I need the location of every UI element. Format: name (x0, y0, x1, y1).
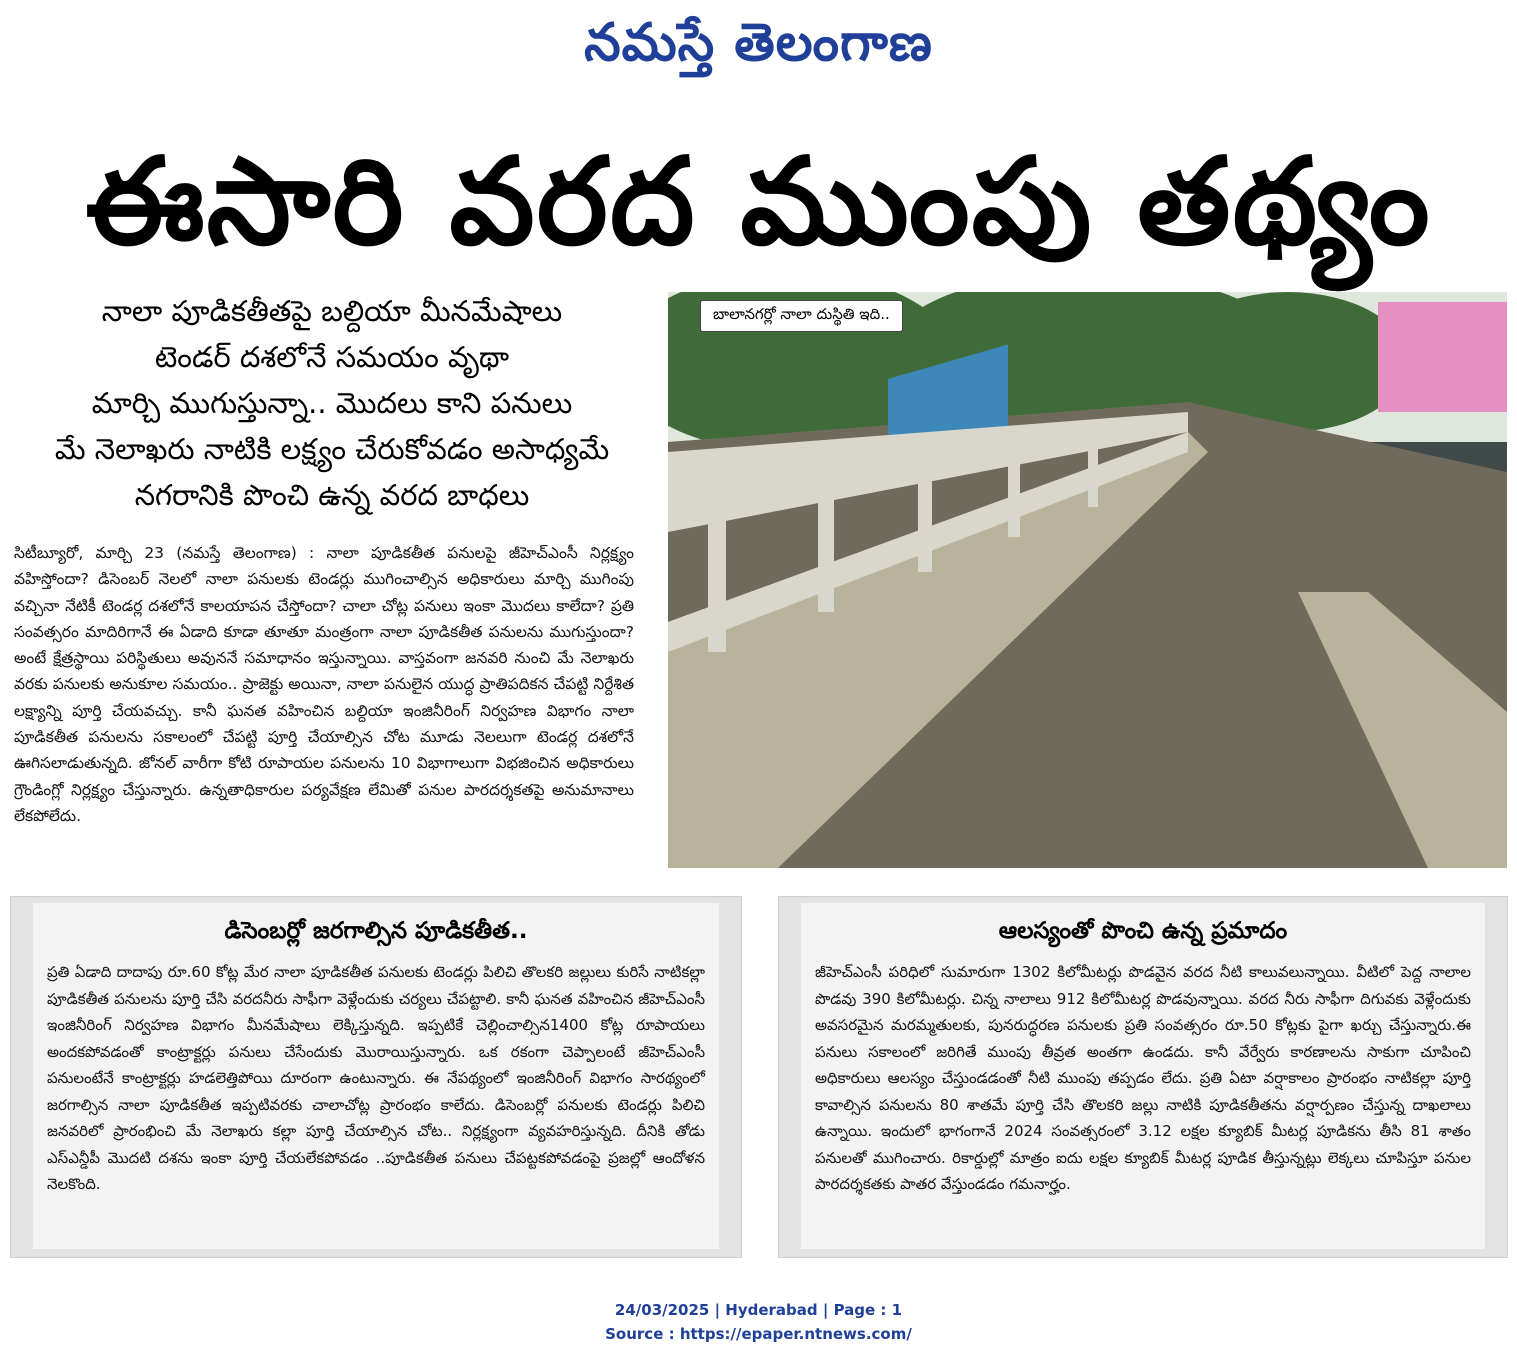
photo-railing-post-3 (918, 462, 932, 572)
sidebar-box-right (778, 896, 1508, 1258)
subheadline-deck (8, 288, 656, 518)
deck-line-4: మే నెలాఖరు నాటికి లక్ష్యం చేరుకోవడం అసాధ్యమే (54, 432, 610, 466)
sidebar-box-right-inner (801, 903, 1485, 1249)
sidebar-right-text: జీహెచ్ఎంసీ పరిధిలో సుమారుగా 1302 కిలోమీటర్లు పొడవైన వరద నీటి కాలువలున్నాయి. వీటిలో పెద్ద నాలాల పొడవు 390 కిలోమీటర్లు. చిన్న నాలాలు 912 కిలోమీటర్ల పొడవున్నాయి. వరద నీరు సాఫీగా దిగువకు వెళ్లేందుకు అవసరమైన మరమ్మతులకు, పునరుద్ధరణ పనులకు ప్రతి సంవత్సరం రూ.50 కోట్లకు పైగా ఖర్చు చేస్తున్నారు.ఈ పనులు సకాలంలో జరిగితే ముంపు తీవ్రత అంతగా ఉండదు. కానీ వేర్వేరు కారణాలను సాకుగా చూపించి అధికారులు ఆలస్యం చేస్తుండడంతో నీటి ముంపు తప్పడం లేదు. ప్రతి ఏటా వర్షాకాలం ప్రారంభం నాటికల్లా పూర్తి కావాల్సిన పనులను 80 శాతమే పూర్తి చేసి తొలకరి జల్లు నాటికి పూడికతీతను వర్షార్పణం చేస్తున్న దాఖలాలు ఉన్నాయి. ఇందులో భాగంగానే 2024 సంవత్సరంలో 3.12 లక్షల క్యూబిక్ మీటర్ల పూడికను తీసి 81 శాతం పనులతో ముగించారు. రికార్డుల్లో మాత్రం ఐదు లక్షల క్యూబిక్ మీటర్ల పూడిక తీస్తున్నట్లు లెక్కలు చూపిస్తూ పనుల పారదర్శకతకు పాతర వేస్తుండడం గమనార్హం. (815, 963, 1471, 1193)
newspaper-masthead: నమస్తే తెలంగాణ (584, 12, 933, 73)
sidebar-left-text: ప్రతి ఏడాది దాదాపు రూ.60 కోట్ల మేర నాలా పూడికతీత పనులకు టెండర్లు పిలిచి తొలకరి జల్లులు కురిసే నాటికల్లా పూడికతీత పనులను పూర్తి చేసి వరదనీరు సాఫీగా వెళ్లేందుకు చర్యలు చేపట్టాలి. కానీ ఘనత వహించిన జీహెచ్ఎంసీ ఇంజినీరింగ్ నిర్వహణ విభాగం మీనమేషాలు లెక్కిస్తున్నది. ఇప్పటికే చెల్లించాల్సిన1400 కోట్ల రూపాయలు అందకపోవడంతో కాంట్రాక్టర్లు పనులు చేసేందుకు మొరాయిస్తున్నారు. ఒక రకంగా చెప్పాలంటే జీహెచ్ఎంసీ పనులంటేనే కాంట్రాక్టర్లు హడలెత్తిపోయి దూరంగా ఉంటున్నారు. ఈ నేపథ్యంలో ఇంజినీరింగ్ విభాగం సారథ్యంలో జరగాల్సిన నాలా పూడికతీత ఇప్పటివరకు చాలాచోట్ల ప్రారంభం కాలేదు. డిసెంబర్లో పనులకు టెండర్లు పిలిచి జనవరిలో ప్రారంభించి మే నెలాఖరు కల్లా పూర్తి చేయాల్సిన చోట.. నిర్లక్ష్యంగా వ్యవహరిస్తున్నది. దీనికి తోడు ఎస్ఎన్డీపీ మొదటి దశను ఇంకా పూర్తి చేయలేకపోవడం ..పూడికతీత పనులు చేపట్టకపోవడంపై ప్రజల్లో ఆందోళన నెలకొంది. (47, 963, 705, 1193)
deck-line-1: నాలా పూడికతీతపై బల్దియా మీనమేషాలు (101, 294, 563, 328)
sidebar-box-left-inner (33, 903, 719, 1249)
footer-date-line: 24/03/2025 | Hyderabad | Page : 1 (614, 1301, 903, 1319)
page-footer (0, 1298, 1517, 1346)
main-headline: ఈసారి వరద ముంపు తథ్యం (85, 133, 1432, 272)
news-photo (668, 292, 1507, 868)
deck-line-5: నగరానికి పొంచి ఉన్న వరద బాధలు (134, 478, 530, 512)
sidebar-left-title: డిసెంబర్లో జరగాల్సిన పూడికతీత.. (224, 918, 528, 944)
footer-source-line: Source : https://epaper.ntnews.com/ (605, 1325, 912, 1343)
photo-caption: బాలానగర్లో నాలా దుస్థితి ఇది.. (700, 300, 903, 332)
article-body: సిటీబ్యూరో, మార్చి 23 (నమస్తే తెలంగాణ) : నాలా పూడికతీత పనులపై జీహెచ్ఎంసీ నిర్లక్ష్యం వహిస్తోందా? డిసెంబర్ నెలలో నాలా పనులకు టెండర్లు ముగించాల్సిన అధికారులు మార్చి ముగింపు వచ్చినా నేటికీ టెండర్ల దశలోనే కాలయాపన చేస్తోందా? చాలా చోట్ల పనులు ఇంకా మొదలు కాలేదా? ప్రతి సంవత్సరం మాదిరిగానే ఈ ఏడాది కూడా తూతూ మంత్రంగా నాలా పూడికతీత పనులను ముగుస్తుందా? అంటే క్షేత్రస్థాయి పరిస్థితులు అవుననే సమాధానం ఇస్తున్నాయి. వాస్తవంగా జనవరి నుంచి మే నెలాఖరు వరకు పనులకు అనుకూల సమయం.. ప్రాజెక్టు అయినా, నాలా పనులైన యుద్ధ ప్రాతిపదికన చేపట్టి నిర్దేశిత లక్ష్యాన్ని పూర్తి చేయవచ్చు. కానీ ఘనత వహించిన బల్దియా ఇంజినీరింగ్ నిర్వహణ విభాగం నాలా పూడికతీత పనులను సకాలంలో చేపట్టి పూర్తి చేయాల్సిన చోట మూడు నెలలుగా టెండర్ల దశలోనే ఊగిసలాడుతున్నది. జోనల్ వారీగా కోటి రూపాయల పనులను 10 విభాగాలుగా విభజించిన అధికారులు గ్రౌండింగ్లో నిర్లక్ష్యం చేస్తున్నారు. ఉన్నతాధికారుల పర్యవేక్షణ లేమితో పనుల పారదర్శకతపై అనుమానాలు లేకపోలేదు. (14, 544, 634, 825)
sidebar-box-left (10, 896, 742, 1258)
deck-line-3: మార్చి ముగుస్తున్నా.. మొదలు కాని పనులు (91, 386, 573, 420)
photo-railing-post-1 (708, 512, 726, 652)
photo-railing-post-5 (1088, 437, 1098, 507)
deck-line-2: టెండర్ దశలోనే సమయం వృథా (154, 340, 510, 374)
sidebar-right-title: ఆలస్యంతో పొంచి ఉన్న ప్రమాదం (998, 918, 1288, 944)
photo-building (1378, 302, 1507, 412)
photo-illustration (668, 292, 1507, 868)
photo-railing-post-4 (1008, 447, 1020, 537)
photo-railing-post-2 (818, 482, 834, 612)
